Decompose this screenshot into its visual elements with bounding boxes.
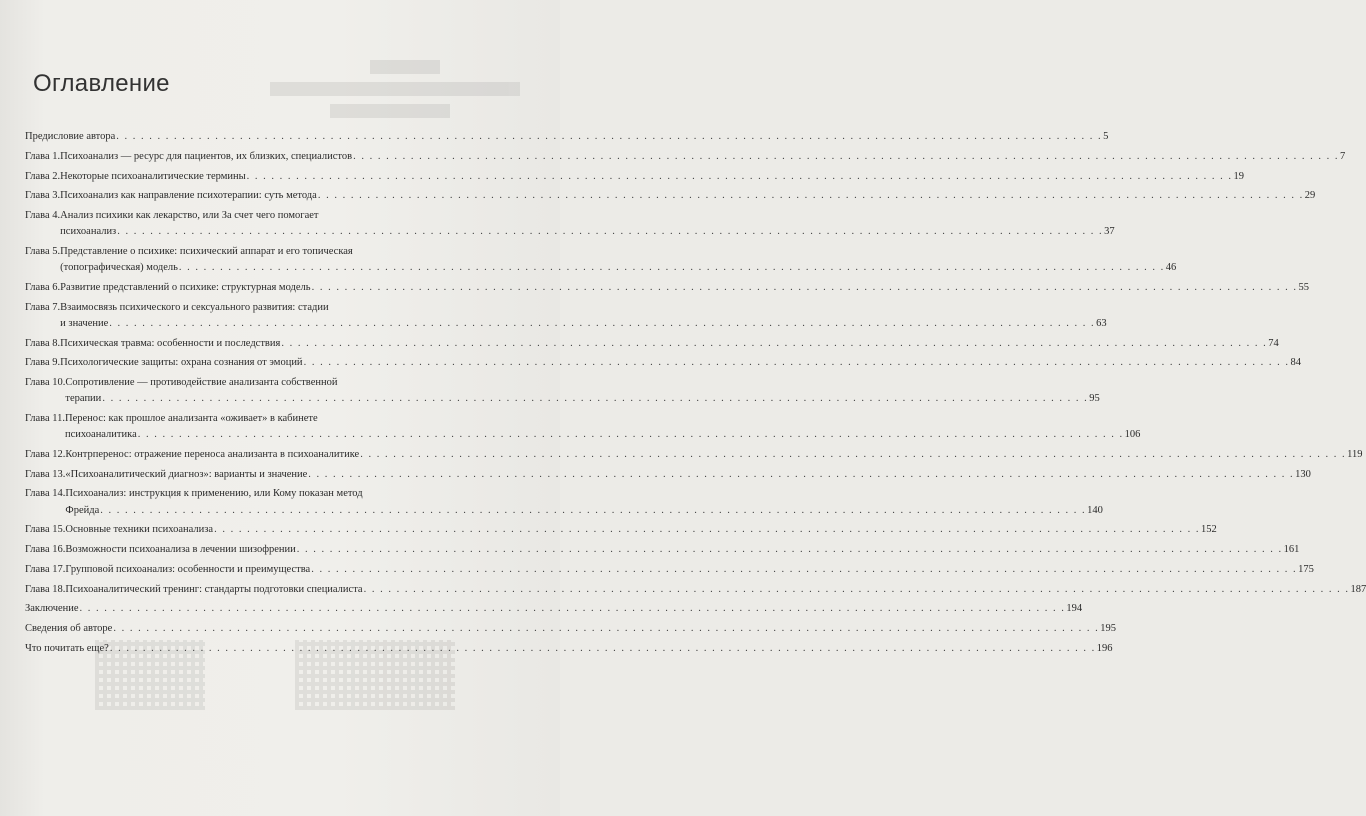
toc-entry[interactable] bbox=[25, 208, 1115, 240]
toc-entry-label: Глава 3. bbox=[25, 190, 61, 202]
toc-page-number: 194 bbox=[1066, 603, 1083, 615]
toc-entry-label: Глава 9. bbox=[25, 357, 61, 369]
toc-entry-title: терапии bbox=[65, 393, 102, 405]
toc-entry[interactable] bbox=[25, 411, 1141, 443]
toc-entry[interactable] bbox=[25, 280, 1309, 296]
toc-page-number: 7 bbox=[1339, 150, 1346, 162]
toc-entry-title: Групповой психоанализ: особенности и преимущества bbox=[65, 563, 311, 575]
toc-entry-label: Глава 14. bbox=[25, 488, 66, 500]
dot-leader: . . . . . . . . . . . . . . . . . . . . . . . . . . . . . . . . . . . . . . . . . . . . . . . . . . . . . . . . . . . . . . . . . . . . . . . . . . . . . . . . . . . . . . . . . . . . . . . . . . . . . . . . . . . . . . . . . . . . . . . . bbox=[79, 603, 1066, 615]
toc-entry[interactable] bbox=[25, 375, 1100, 407]
toc-entry-label: Глава 1. bbox=[25, 150, 61, 162]
toc-entry-title: Заключение bbox=[25, 603, 79, 615]
toc-entry-title: Психоанализ — ресурс для пациентов, их близких, специалистов bbox=[60, 150, 353, 162]
toc-entry[interactable] bbox=[25, 522, 1217, 538]
page-title: Оглавление bbox=[33, 70, 170, 97]
toc-entry[interactable] bbox=[25, 542, 1300, 558]
toc-page-number: 37 bbox=[1104, 226, 1115, 238]
dot-leader: . . . . . . . . . . . . . . . . . . . . . . . . . . . . . . . . . . . . . . . . . . . . . . . . . . . . . . . . . . . . . . . . . . . . . . . . . . . . . . . . . . . . . . . . . . . . . . . . . . . . . . . . . . . . . . . . . . . . . . . . bbox=[214, 524, 1200, 536]
toc-entry[interactable] bbox=[25, 582, 1366, 598]
toc-page-number: 29 bbox=[1304, 190, 1316, 202]
toc-page-number: 152 bbox=[1200, 524, 1217, 536]
toc-entry-title: Некоторые психоаналитические термины bbox=[60, 170, 246, 182]
dot-leader: . . . . . . . . . . . . . . . . . . . . . . . . . . . . . . . . . . . . . . . . . . . . . . . . . . . . . . . . . . . . . . . . . . . . . . . . . . . . . . . . . . . . . . . . . . . . . . . . . . . . . . . . . . . . . . . . . . . . . . . . bbox=[178, 262, 1165, 274]
toc-entry-label: Глава 10. bbox=[25, 377, 66, 389]
toc-page-number: 161 bbox=[1283, 544, 1300, 556]
toc-entry-title: Психическая травма: особенности и последствия bbox=[60, 337, 281, 349]
toc-entry[interactable] bbox=[25, 447, 1363, 463]
dot-leader: . . . . . . . . . . . . . . . . . . . . . . . . . . . . . . . . . . . . . . . . . . . . . . . . . . . . . . . . . . . . . . . . . . . . . . . . . . . . . . . . . . . . . . . . . . . . . . . . . . . . . . . . . . . . . . . . . . . . . . . . bbox=[137, 429, 1124, 441]
dot-leader: . . . . . . . . . . . . . . . . . . . . . . . . . . . . . . . . . . . . . . . . . . . . . . . . . . . . . . . . . . . . . . . . . . . . . . . . . . . . . . . . . . . . . . . . . . . . . . . . . . . . . . . . . . . . . . . . . . . . . . . . bbox=[246, 170, 1233, 182]
dot-leader: . . . . . . . . . . . . . . . . . . . . . . . . . . . . . . . . . . . . . . . . . . . . . . . . . . . . . . . . . . . . . . . . . . . . . . . . . . . . . . . . . . . . . . . . . . . . . . . . . . . . . . . . . . . . . . . . . . . . . . . . bbox=[117, 226, 1104, 238]
dot-leader: . . . . . . . . . . . . . . . . . . . . . . . . . . . . . . . . . . . . . . . . . . . . . . . . . . . . . . . . . . . . . . . . . . . . . . . . . . . . . . . . . . . . . . . . . . . . . . . . . . . . . . . . . . . . . . . . . . . . . . . . bbox=[311, 281, 1298, 293]
toc-entry-title: Представление о психике: психический аппарат и его топическая bbox=[60, 246, 353, 257]
table-of-contents bbox=[25, 129, 1366, 661]
toc-entry[interactable] bbox=[25, 149, 1346, 165]
toc-entry[interactable] bbox=[25, 129, 1109, 145]
dot-leader: . . . . . . . . . . . . . . . . . . . . . . . . . . . . . . . . . . . . . . . . . . . . . . . . . . . . . . . . . . . . . . . . . . . . . . . . . . . . . . . . . . . . . . . . . . . . . . . . . . . . . . . . . . . . . . . . . . . . . . . . bbox=[311, 563, 1298, 575]
toc-entry[interactable] bbox=[25, 621, 1116, 637]
toc-page-number: 5 bbox=[1103, 131, 1109, 142]
toc-entry[interactable] bbox=[25, 188, 1316, 204]
toc-page-number: 55 bbox=[1298, 281, 1309, 293]
toc-entry-title: «Психоаналитический диагноз»: варианты и значение bbox=[65, 468, 308, 480]
dot-leader: . . . . . . . . . . . . . . . . . . . . . . . . . . . . . . . . . . . . . . . . . . . . . . . . . . . . . . . . . . . . . . . . . . . . . . . . . . . . . . . . . . . . . . . . . . . . . . . . . . . . . . . . . . . . . . . . . . . . . . . . bbox=[113, 623, 1100, 635]
toc-page-number: 46 bbox=[1165, 262, 1177, 274]
dot-leader: . . . . . . . . . . . . . . . . . . . . . . . . . . . . . . . . . . . . . . . . . . . . . . . . . . . . . . . . . . . . . . . . . . . . . . . . . . . . . . . . . . . . . . . . . . . . . . . . . . . . . . . . . . . . . . . . . . . . . . . . bbox=[116, 131, 1103, 142]
dot-leader: . . . . . . . . . . . . . . . . . . . . . . . . . . . . . . . . . . . . . . . . . . . . . . . . . . . . . . . . . . . . . . . . . . . . . . . . . . . . . . . . . . . . . . . . . . . . . . . . . . . . . . . . . . . . . . . . . . . . . . . . bbox=[109, 642, 1096, 654]
dot-leader: . . . . . . . . . . . . . . . . . . . . . . . . . . . . . . . . . . . . . . . . . . . . . . . . . . . . . . . . . . . . . . . . . . . . . . . . . . . . . . . . . . . . . . . . . . . . . . . . . . . . . . . . . . . . . . . . . . . . . . . . bbox=[281, 337, 1268, 349]
toc-page-number: 140 bbox=[1087, 504, 1103, 516]
toc-entry-title: Сведения об авторе bbox=[25, 623, 113, 635]
toc-entry-title: Анализ психики как лекарство, или За счет чего помогает bbox=[60, 210, 319, 222]
toc-entry-label: Глава 2. bbox=[25, 170, 61, 182]
toc-entry[interactable] bbox=[25, 486, 1103, 518]
toc-entry-label: Глава 17. bbox=[25, 563, 66, 575]
toc-entry-title: психоаналитика bbox=[65, 429, 137, 441]
dot-leader: . . . . . . . . . . . . . . . . . . . . . . . . . . . . . . . . . . . . . . . . . . . . . . . . . . . . . . . . . . . . . . . . . . . . . . . . . . . . . . . . . . . . . . . . . . . . . . . . . . . . . . . . . . . . . . . . . . . . . . . . bbox=[363, 583, 1350, 595]
toc-entry-title: психоанализ bbox=[60, 226, 117, 238]
toc-entry-title: Предисловие автора bbox=[25, 131, 116, 142]
toc-page-number: 74 bbox=[1268, 337, 1279, 349]
toc-page-number: 84 bbox=[1290, 357, 1301, 369]
toc-entry-title: Возможности психоанализа в лечении шизофрении bbox=[65, 544, 296, 556]
toc-page-number: 19 bbox=[1233, 170, 1245, 182]
toc-entry[interactable] bbox=[25, 244, 1177, 276]
toc-entry-title: Что почитать еще? bbox=[25, 642, 109, 654]
toc-entry-label: Глава 15. bbox=[25, 524, 66, 536]
toc-page-number: 175 bbox=[1298, 563, 1314, 575]
toc-entry[interactable] bbox=[25, 336, 1279, 352]
dot-leader: . . . . . . . . . . . . . . . . . . . . . . . . . . . . . . . . . . . . . . . . . . . . . . . . . . . . . . . . . . . . . . . . . . . . . . . . . . . . . . . . . . . . . . . . . . . . . . . . . . . . . . . . . . . . . . . . . . . . . . . . bbox=[296, 544, 1283, 556]
toc-entry-title: Сопротивление — противодействие анализанта собственной bbox=[65, 377, 338, 389]
dot-leader: . . . . . . . . . . . . . . . . . . . . . . . . . . . . . . . . . . . . . . . . . . . . . . . . . . . . . . . . . . . . . . . . . . . . . . . . . . . . . . . . . . . . . . . . . . . . . . . . . . . . . . . . . . . . . . . . . . . . . . . . bbox=[303, 357, 1290, 369]
toc-page-number: 63 bbox=[1096, 317, 1107, 329]
toc-entry[interactable] bbox=[25, 467, 1311, 483]
toc-entry-title: Психоанализ как направление психотерапии: суть метода bbox=[60, 190, 317, 202]
dot-leader: . . . . . . . . . . . . . . . . . . . . . . . . . . . . . . . . . . . . . . . . . . . . . . . . . . . . . . . . . . . . . . . . . . . . . . . . . . . . . . . . . . . . . . . . . . . . . . . . . . . . . . . . . . . . . . . . . . . . . . . . bbox=[308, 468, 1295, 480]
dot-leader: . . . . . . . . . . . . . . . . . . . . . . . . . . . . . . . . . . . . . . . . . . . . . . . . . . . . . . . . . . . . . . . . . . . . . . . . . . . . . . . . . . . . . . . . . . . . . . . . . . . . . . . . . . . . . . . . . . . . . . . . bbox=[317, 190, 1304, 202]
toc-entry-title: и значение bbox=[60, 317, 109, 329]
toc-entry-title: Психоаналитический тренинг: стандарты подготовки специалиста bbox=[65, 583, 363, 595]
dot-leader: . . . . . . . . . . . . . . . . . . . . . . . . . . . . . . . . . . . . . . . . . . . . . . . . . . . . . . . . . . . . . . . . . . . . . . . . . . . . . . . . . . . . . . . . . . . . . . . . . . . . . . . . . . . . . . . . . . . . . . . . bbox=[109, 317, 1096, 329]
toc-entry[interactable] bbox=[25, 169, 1245, 185]
toc-entry[interactable] bbox=[25, 562, 1314, 578]
toc-entry-title: Психоанализ: инструкция к применению, или Кому показан метод bbox=[65, 488, 363, 500]
toc-entry-title: Основные техники психоанализа bbox=[65, 524, 214, 536]
toc-entry-label: Глава 11. bbox=[25, 412, 66, 424]
toc-entry-label: Глава 4. bbox=[25, 210, 61, 222]
toc-entry-label: Глава 7. bbox=[25, 301, 61, 313]
toc-entry-title: (топографическая) модель bbox=[60, 262, 178, 274]
toc-entry-title: Фрейда bbox=[65, 504, 100, 516]
toc-page-number: 106 bbox=[1124, 429, 1141, 441]
toc-entry-label: Глава 5. bbox=[25, 246, 61, 257]
toc-entry-title: Развитие представлений о психике: структурная модель bbox=[60, 281, 311, 293]
toc-page-number: 95 bbox=[1089, 393, 1100, 405]
toc-page-number: 195 bbox=[1100, 623, 1116, 635]
dot-leader: . . . . . . . . . . . . . . . . . . . . . . . . . . . . . . . . . . . . . . . . . . . . . . . . . . . . . . . . . . . . . . . . . . . . . . . . . . . . . . . . . . . . . . . . . . . . . . . . . . . . . . . . . . . . . . . . . . . . . . . . bbox=[360, 448, 1347, 460]
dot-leader: . . . . . . . . . . . . . . . . . . . . . . . . . . . . . . . . . . . . . . . . . . . . . . . . . . . . . . . . . . . . . . . . . . . . . . . . . . . . . . . . . . . . . . . . . . . . . . . . . . . . . . . . . . . . . . . . . . . . . . . . bbox=[100, 504, 1087, 516]
toc-entry[interactable] bbox=[25, 355, 1301, 371]
toc-entry-title: Взаимосвязь психического и сексуального развития: стадии bbox=[60, 301, 329, 313]
dot-leader: . . . . . . . . . . . . . . . . . . . . . . . . . . . . . . . . . . . . . . . . . . . . . . . . . . . . . . . . . . . . . . . . . . . . . . . . . . . . . . . . . . . . . . . . . . . . . . . . . . . . . . . . . . . . . . . . . . . . . . . . bbox=[102, 393, 1089, 405]
toc-page-number: 196 bbox=[1096, 642, 1113, 654]
toc-entry[interactable] bbox=[25, 300, 1107, 332]
toc-entry-title: Контрперенос: отражение переноса анализанта в психоаналитике bbox=[65, 448, 360, 460]
toc-page-number: 130 bbox=[1295, 468, 1311, 480]
toc-entry[interactable] bbox=[25, 601, 1083, 617]
toc-entry-label: Глава 16. bbox=[25, 544, 66, 556]
toc-entry-label: Глава 6. bbox=[25, 281, 61, 293]
toc-entry-label: Глава 8. bbox=[25, 337, 61, 349]
toc-page-number: 119 bbox=[1347, 448, 1363, 460]
toc-entry-title: Психологические защиты: охрана сознания от эмоций bbox=[60, 357, 303, 369]
toc-page-number: 187 bbox=[1350, 583, 1366, 595]
toc-entry-label: Глава 13. bbox=[25, 468, 66, 480]
toc-entry-label: Глава 18. bbox=[25, 583, 66, 595]
dot-leader: . . . . . . . . . . . . . . . . . . . . . . . . . . . . . . . . . . . . . . . . . . . . . . . . . . . . . . . . . . . . . . . . . . . . . . . . . . . . . . . . . . . . . . . . . . . . . . . . . . . . . . . . . . . . . . . . . . . . . . . . bbox=[353, 150, 1339, 162]
toc-entry-label: Глава 12. bbox=[25, 448, 66, 460]
toc-entry-title: Перенос: как прошлое анализанта «оживает» в кабинете bbox=[65, 412, 318, 424]
toc-entry[interactable] bbox=[25, 641, 1113, 657]
